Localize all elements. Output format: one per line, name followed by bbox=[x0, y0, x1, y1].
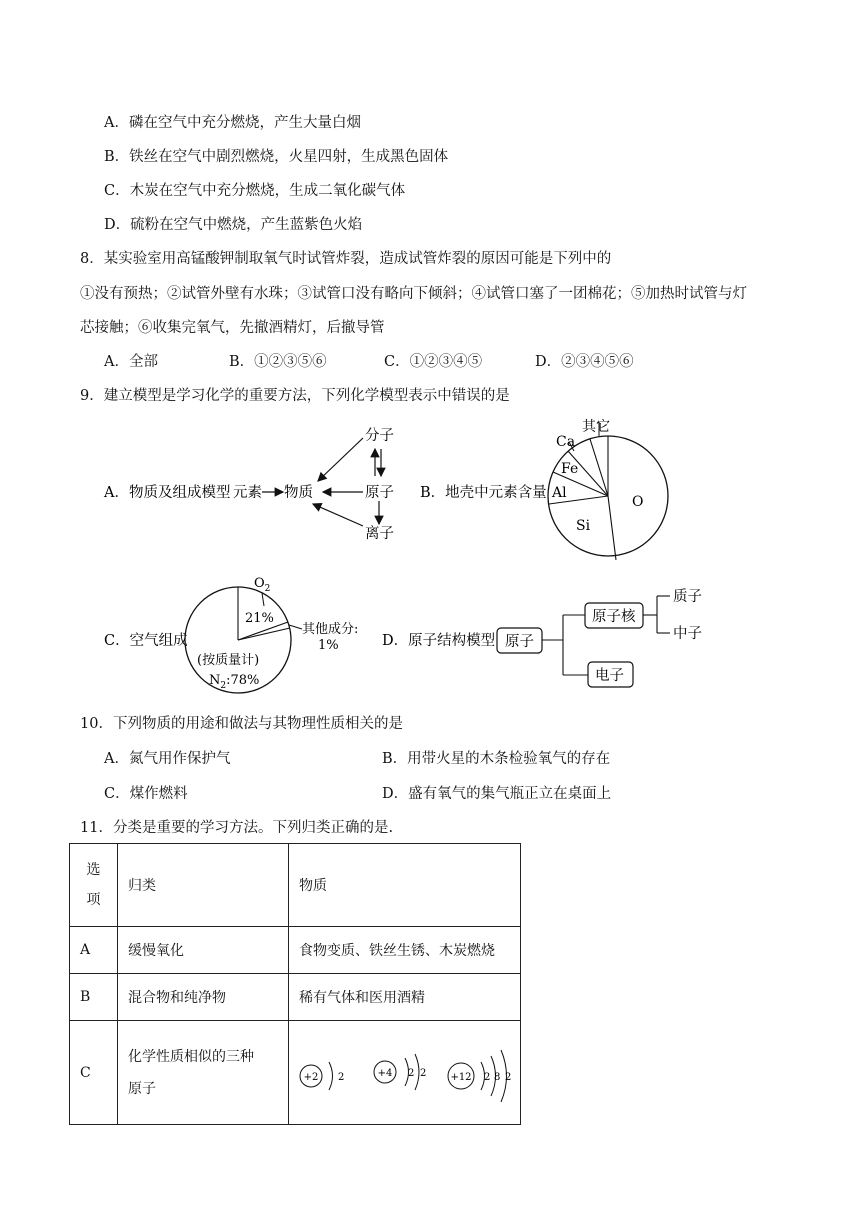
header-option-1: 选 bbox=[86, 862, 101, 878]
table-row: A 缓慢氧化 食物变质、铁丝生锈、木炭燃烧 bbox=[70, 927, 521, 974]
q11-table bbox=[69, 843, 521, 1125]
model-b bbox=[420, 419, 668, 560]
label-o2-percent: 21% bbox=[245, 611, 274, 626]
svg-text:2: 2 bbox=[505, 1072, 512, 1083]
header-substance: 物质 bbox=[289, 844, 521, 927]
svg-text:2: 2 bbox=[484, 1072, 491, 1083]
svg-text:8: 8 bbox=[494, 1072, 501, 1083]
svg-text:原子: 原子 bbox=[505, 634, 534, 650]
q10-option-a: A．氮气用作保护气 bbox=[104, 751, 231, 767]
q10-option-c: C．煤作燃料 bbox=[104, 786, 188, 802]
q8-stem: 8．某实验室用高锰酸钾制取氧气时试管炸裂，造成试管炸裂的原因可能是下列中的 bbox=[80, 251, 612, 267]
header-category: 归类 bbox=[118, 844, 289, 927]
node-element: 元素 bbox=[233, 485, 262, 501]
table-row: C 化学性质相似的三种 原子 +2 2 +4 2 2 +12 2 8 2 bbox=[70, 1021, 521, 1125]
atom-diagram bbox=[300, 1062, 344, 1090]
q9-c-label: C．空气组成 bbox=[104, 633, 188, 649]
label-fe: Fe bbox=[561, 461, 579, 477]
row-c-category-line2: 原子 bbox=[128, 1080, 156, 1097]
label-al: Al bbox=[552, 485, 567, 501]
label-other-components: 其他成分: bbox=[302, 622, 359, 637]
label-mass-basis: (按质量计) bbox=[197, 653, 260, 668]
svg-text:O2: $O_2$ bbox=[254, 576, 271, 594]
svg-text:原子核: 原子核 bbox=[592, 609, 636, 625]
q10-option-b: B．用带火星的木条检验氧气的存在 bbox=[382, 751, 611, 767]
header-option-2: 项 bbox=[86, 892, 101, 908]
label-other-percent: 1% bbox=[318, 638, 339, 653]
svg-text:2: 2 bbox=[420, 1068, 427, 1079]
q8-option-c: C．①②③④⑤ bbox=[384, 354, 483, 370]
node-ion: 离子 bbox=[365, 526, 394, 542]
label-neutron: 中子 bbox=[673, 626, 702, 642]
node-molecule: 分子 bbox=[365, 428, 394, 444]
label-other: 其它 bbox=[582, 419, 610, 435]
q7-option-b: B．铁丝在空气中剧烈燃烧，火星四射，生成黑色固体 bbox=[104, 149, 449, 165]
q10-stem: 10．下列物质的用途和做法与其物理性质相关的是 bbox=[80, 716, 403, 732]
model-c bbox=[104, 576, 358, 693]
q9-d-label: D．原子结构模型 bbox=[382, 633, 496, 649]
label-ca: Ca bbox=[556, 434, 576, 450]
arrow-ion-substance bbox=[313, 504, 363, 526]
model-d bbox=[382, 588, 702, 687]
q10-option-d: D．盛有氧气的集气瓶正立在桌面上 bbox=[382, 786, 612, 802]
svg-text:N2:78%: $N_2:78\%$ bbox=[209, 673, 260, 691]
atom-structure-diagrams bbox=[289, 1021, 520, 1120]
table-header-row bbox=[70, 844, 521, 927]
q7-option-c: C．木炭在空气中充分燃烧，生成二氧化碳气体 bbox=[104, 183, 406, 199]
q8-option-d: D．②③④⑤⑥ bbox=[535, 354, 634, 370]
node-atom: 原子 bbox=[365, 485, 394, 501]
node-substance: 物质 bbox=[284, 485, 313, 501]
q9-a-label: A．物质及组成模型 bbox=[104, 485, 231, 501]
q7-option-a: A．磷在空气中充分燃烧，产生大量白烟 bbox=[104, 115, 361, 131]
atom-diagram bbox=[448, 1050, 511, 1102]
q8-list-line2: 芯接触；⑥收集完氧气，先撤酒精灯，后撤导管 bbox=[80, 320, 385, 336]
q11-stem: 11．分类是重要的学习方法。下列归类正确的是. bbox=[80, 820, 394, 836]
label-si: Si bbox=[576, 518, 591, 534]
svg-text:+12: +12 bbox=[450, 1072, 472, 1083]
q9-b-label: B．地壳中元素含量 bbox=[420, 485, 547, 501]
q7-option-d: D．硫粉在空气中燃烧，产生蓝紫色火焰 bbox=[104, 217, 363, 233]
label-o2: O bbox=[254, 576, 265, 591]
model-a bbox=[103, 427, 394, 542]
q8-list-line1: ①没有预热；②试管外壁有水珠；③试管口没有略向下倾斜；④试管口塞了一团棉花；⑤加热时试管与灯 bbox=[80, 286, 747, 302]
label-proton: 质子 bbox=[673, 589, 702, 605]
svg-text:+2: +2 bbox=[303, 1072, 319, 1083]
arrow-molecule-substance bbox=[318, 438, 363, 481]
svg-text:+4: +4 bbox=[377, 1068, 393, 1079]
q8-option-a: A．全部 bbox=[104, 354, 158, 370]
label-n2: N bbox=[209, 673, 221, 688]
svg-text:电子: 电子 bbox=[595, 668, 624, 684]
atom-diagram bbox=[374, 1054, 426, 1090]
label-o: O bbox=[632, 494, 644, 510]
q9-diagrams bbox=[0, 400, 868, 710]
row-c-category-line1: 化学性质相似的三种 bbox=[128, 1048, 254, 1065]
q8-option-b: B．①②③⑤⑥ bbox=[229, 354, 327, 370]
q9-stem: 9．建立模型是学习化学的重要方法，下列化学模型表示中错误的是 bbox=[80, 388, 510, 404]
svg-text:2: 2 bbox=[408, 1068, 415, 1079]
svg-text:2: 2 bbox=[338, 1072, 345, 1083]
table-row: B 混合物和纯净物 稀有气体和医用酒精 bbox=[70, 974, 521, 1021]
